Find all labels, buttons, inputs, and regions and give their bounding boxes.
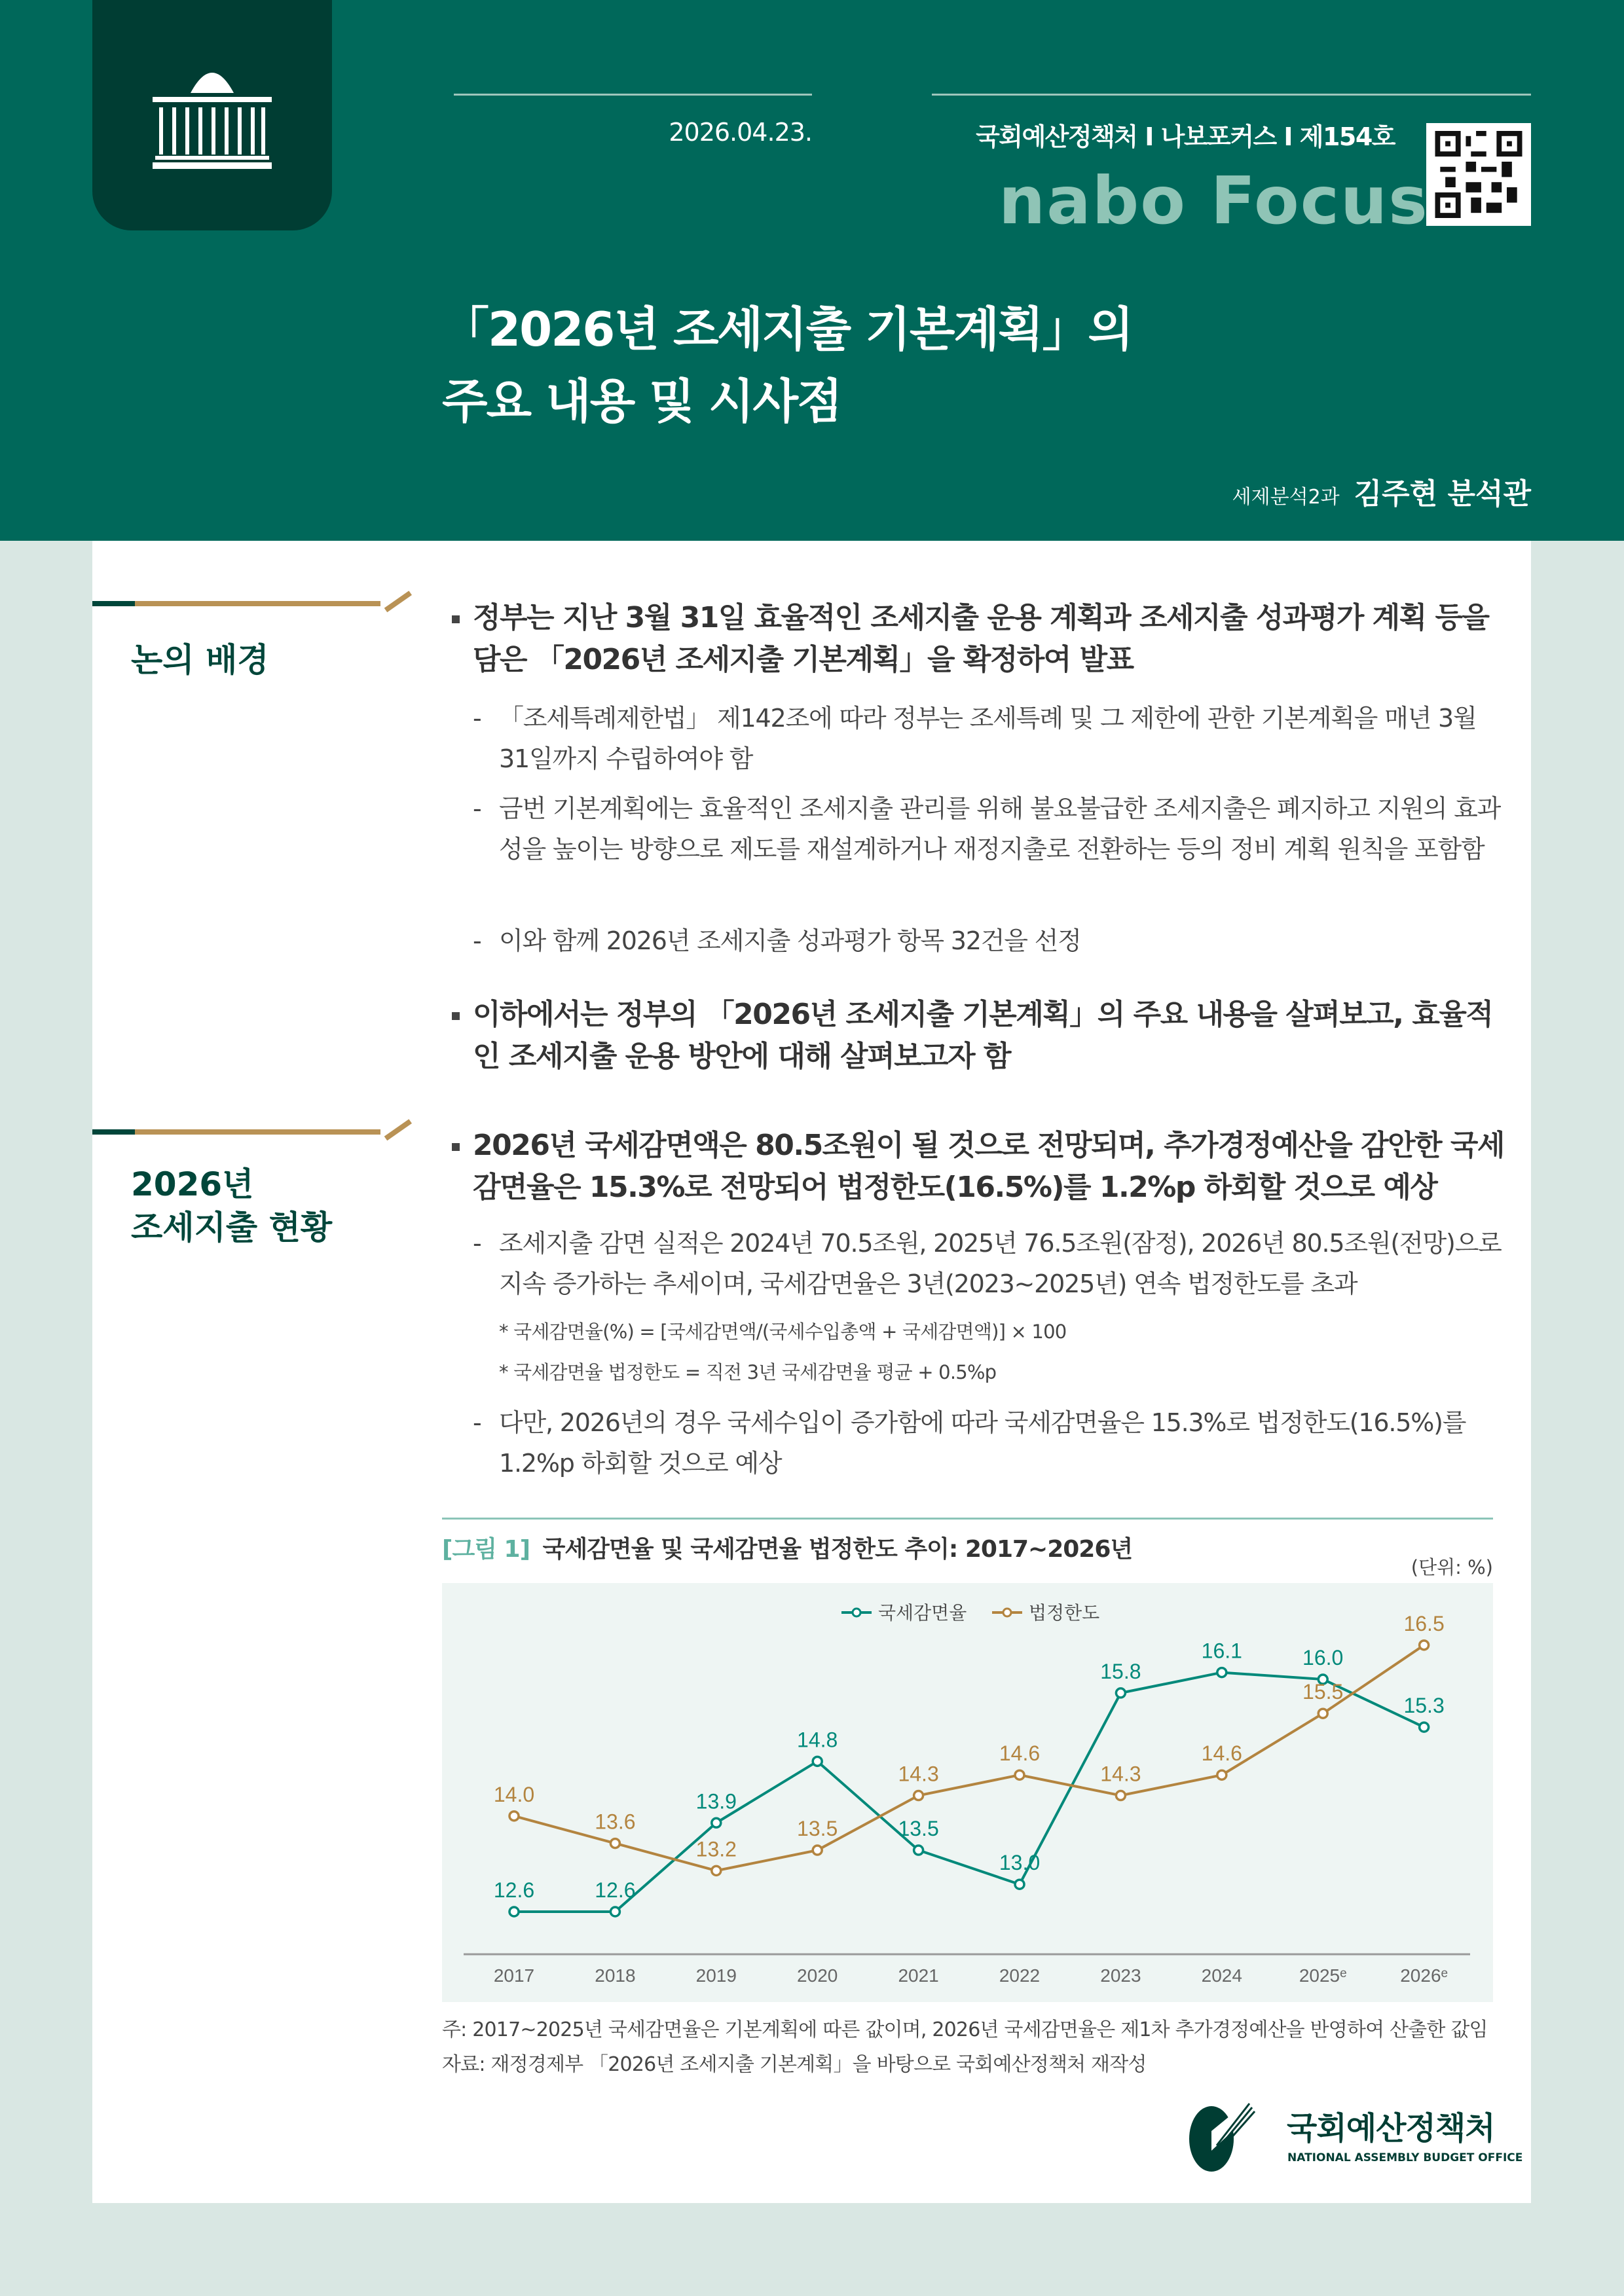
x-tick-label: 2023 [1100, 1965, 1141, 1986]
formula-note: * 국세감면율 법정한도 = 직전 3년 국세감면율 평균 + 0.5%p [499, 1361, 997, 1383]
x-tick-label: 2024 [1201, 1965, 1242, 1986]
bullet-sub: - 금번 기본계획에는 효율적인 조세지출 관리를 위해 불요불급한 조세지출은 폐지하고 지원의 효과성을 높이는 방향으로 제도를 재설계하거나 재정지출로 전환하는 등의 정비 계획 원칙을 포함함 [473, 788, 1504, 869]
x-tick-label: 2025ᵉ [1299, 1965, 1347, 1986]
data-label: 12.6 [493, 1878, 535, 1902]
legend-label: 법정한도 [1029, 1602, 1100, 1624]
data-point [1318, 1709, 1327, 1718]
data-label: 16.0 [1302, 1646, 1344, 1670]
data-point [1116, 1688, 1125, 1698]
x-tick-label: 2020 [797, 1965, 838, 1986]
data-point [1116, 1791, 1125, 1800]
section-label-background: 논의 배경 [131, 641, 269, 679]
nabo-emblem-icon [1185, 2098, 1257, 2174]
data-label: 16.1 [1201, 1639, 1242, 1663]
data-label: 15.3 [1403, 1694, 1445, 1718]
x-tick-label: 2018 [595, 1965, 636, 1986]
series-line-0 [514, 1673, 1424, 1912]
data-point [1217, 1668, 1227, 1677]
data-point [712, 1818, 721, 1827]
bullet-main: 이하에서는 정부의 「2026년 조세지출 기본계획」의 주요 내용을 살펴보고, 효율적인 조세지출 운용 방안에 대해 살펴보고자 함 [452, 994, 1513, 1078]
figure-label: [그림 1] [442, 1536, 530, 1563]
x-tick-label: 2021 [898, 1965, 939, 1986]
data-label: 13.9 [695, 1789, 737, 1813]
data-label: 14.3 [898, 1762, 939, 1786]
formula-note: * 국세감면율(%) = [국세감면액/(국세수입총액 + 국세감면액)] × 100 [499, 1321, 1067, 1343]
bullet-sub: - 조세지출 감면 실적은 2024년 70.5조원, 2025년 76.5조원(잠정), 2026년 80.5조원(전망)으로 지속 증가하는 추세이며, 국세감면율은 3년(2023~2025년) 연속 법정한도를 초과 [473, 1223, 1504, 1304]
legend-marker [1003, 1609, 1011, 1616]
data-label: 14.0 [493, 1782, 535, 1806]
data-point [914, 1846, 923, 1855]
data-label: 14.6 [999, 1741, 1041, 1766]
issue-date: 2026.04.23. [669, 118, 812, 147]
data-label: 13.6 [595, 1810, 636, 1834]
footnote-source: 자료: 재정경제부 「2026년 조세지출 기본계획」을 바탕으로 국회예산정책처 재작성 [442, 2053, 1147, 2076]
x-tick-label: 2017 [493, 1965, 535, 1986]
data-point [610, 1907, 619, 1916]
org-name-ko: 국회예산정책처 [1287, 2110, 1495, 2147]
data-label: 16.5 [1403, 1611, 1445, 1635]
data-point [813, 1846, 822, 1855]
data-point [509, 1812, 519, 1821]
legend-marker [853, 1609, 860, 1616]
data-label: 13.5 [797, 1817, 838, 1841]
footnote-note: 주: 2017~2025년 국세감면율은 기본계획에 따른 값이며, 2026년 국세감면율은 제1차 추가경정예산을 반영하여 산출한 값임 [442, 2018, 1488, 2041]
x-tick-label: 2022 [999, 1965, 1041, 1986]
bullet-sub: - 다만, 2026년의 경우 국세수입이 증가함에 따라 국세감면율은 15.3%로 법정한도(16.5%)를 1.2%p 하회할 것으로 예상 [473, 1402, 1504, 1484]
data-point [914, 1791, 923, 1800]
bullet-main: 정부는 지난 3월 31일 효율적인 조세지출 운용 계획과 조세지출 성과평가 계획 등을 담은 「2026년 조세지출 기본계획」을 확정하여 발표 [452, 597, 1513, 681]
data-label: 14.6 [1201, 1741, 1242, 1766]
author-name: 김주현 분석관 [1354, 477, 1531, 511]
data-label: 12.6 [595, 1878, 636, 1902]
section-label-status-line2: 조세지출 현황 [131, 1209, 333, 1247]
legend-label: 국세감면율 [878, 1602, 967, 1624]
bullet-sub: - 이와 함께 2026년 조세지출 성과평가 항목 32건을 선정 [473, 920, 1504, 961]
bullet-sub: - 「조세특례제한법」 제142조에 따라 정부는 조세특례 및 그 제한에 관한 기본계획을 매년 3월 31일까지 수립하여야 함 [473, 698, 1504, 779]
bullet-main: 2026년 국세감면액은 80.5조원이 될 것으로 전망되며, 추가경정예산을 감안한 국세감면율은 15.3%로 전망되어 법정한도(16.5%)를 1.2%p 하회할 것으로 예상 [452, 1125, 1513, 1209]
data-point [1420, 1641, 1429, 1650]
data-point [712, 1866, 721, 1875]
data-point [1015, 1770, 1024, 1779]
org-name-en: NATIONAL ASSEMBLY BUDGET OFFICE [1287, 2151, 1523, 2164]
nabo-emblem [1185, 2098, 1257, 2176]
figure-title: 국세감면율 및 국세감면율 법정한도 추이: 2017~2026년 [542, 1536, 1133, 1563]
data-label: 15.8 [1100, 1659, 1141, 1683]
section-label-status-line1: 2026년 [131, 1165, 254, 1203]
x-tick-label: 2019 [695, 1965, 737, 1986]
data-point [1015, 1880, 1024, 1889]
data-label: 15.5 [1302, 1680, 1344, 1704]
data-label: 14.3 [1100, 1762, 1141, 1786]
report-title-line2: 주요 내용 및 시사점 [442, 374, 841, 429]
report-title-line1: 「2026년 조세지출 기본계획」의 [442, 302, 1133, 357]
data-point [610, 1839, 619, 1848]
x-tick-label: 2026ᵉ [1400, 1965, 1448, 1986]
series-info: 국회예산정책처 I 나보포커스 I 제154호 [976, 122, 1395, 151]
data-point [1420, 1722, 1429, 1732]
data-label: 13.5 [898, 1817, 939, 1841]
department: 세제분석2과 [1232, 486, 1340, 509]
data-point [509, 1907, 519, 1916]
nabo-focus-logo: nabo Focus [999, 162, 1429, 239]
unit-label: (단위: %) [1411, 1556, 1493, 1578]
series-line-1 [514, 1645, 1424, 1871]
data-point [813, 1757, 822, 1766]
data-point [1217, 1770, 1227, 1779]
data-label: 13.2 [695, 1837, 737, 1861]
data-label: 14.8 [797, 1728, 838, 1752]
data-label: 13.0 [999, 1851, 1041, 1875]
